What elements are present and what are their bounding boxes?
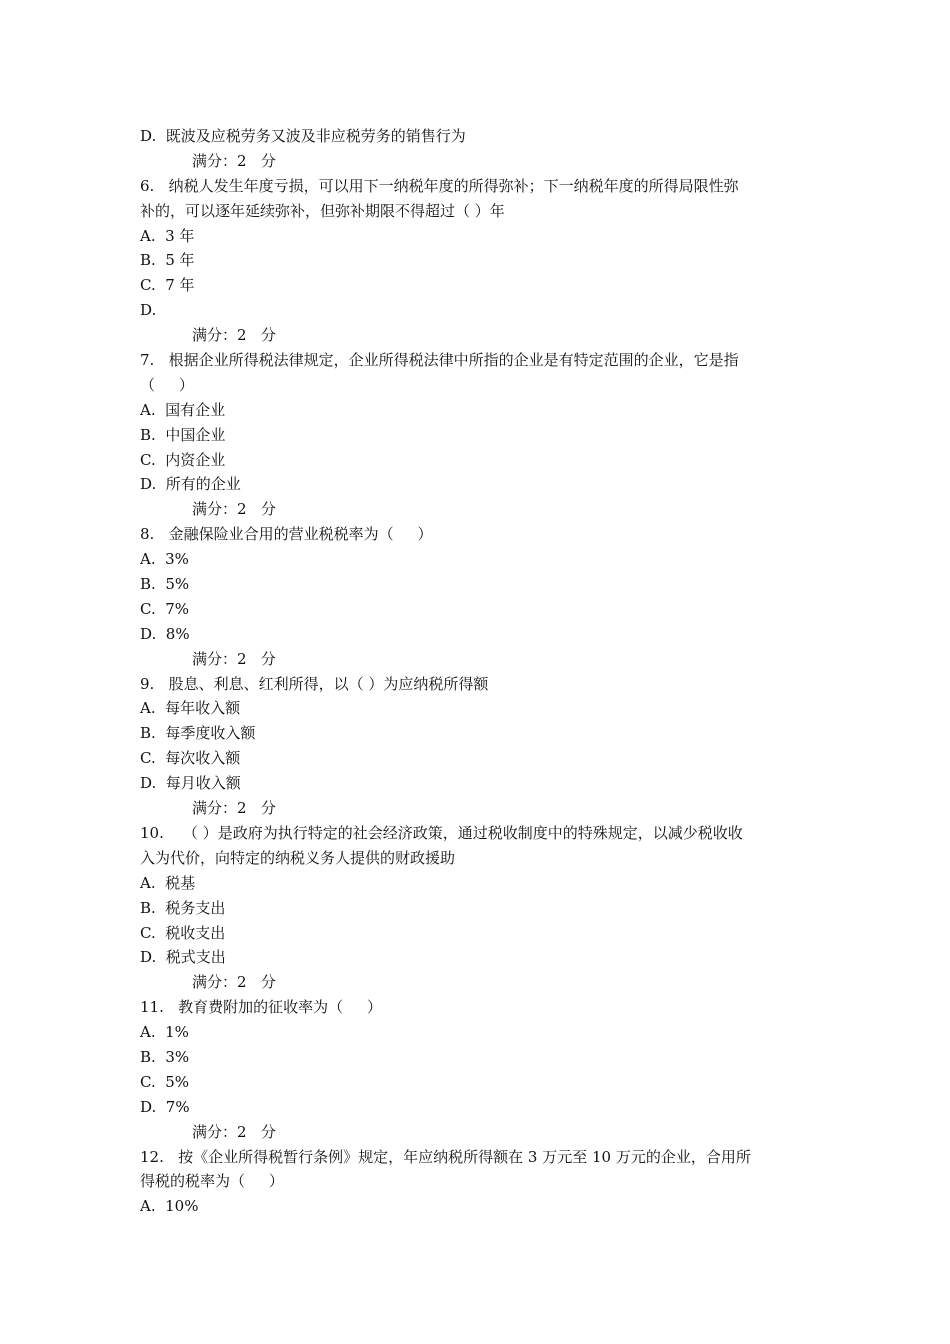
option-line: C. 每次收入额 [140,749,241,768]
exam-content [140,124,820,1219]
score-line: 满分：2 分 [192,500,276,519]
option-line: A. 3% [140,550,189,569]
option-line: B. 5 年 [140,251,195,270]
score-line: 满分：2 分 [192,1122,276,1141]
option-line: D. 每月收入额 [140,774,241,793]
question-line: 补的，可以逐年延续弥补，但弥补期限不得超过（ ）年 [140,201,505,220]
question-line: 6. 纳税人发生年度亏损，可以用下一纳税年度的所得弥补；下一纳税年度的所得局限性弥 [140,176,739,195]
option-line: D. 7% [140,1097,190,1116]
question-line: 11. 教育费附加的征收率为（ ） [140,998,383,1017]
option-line: C. 5% [140,1072,190,1091]
option-line: B. 中国企业 [140,425,226,444]
option-line: D. 税式支出 [140,948,226,967]
option-line: B. 税务支出 [140,898,226,917]
option-line: C. 7% [140,599,190,618]
question-line: （ ） [140,375,194,394]
option-line: D. [140,301,157,320]
question-line: 入为代价，向特定的纳税义务人提供的财政援助 [140,848,456,867]
score-line: 满分：2 分 [192,326,276,345]
option-line: A. 10% [140,1197,199,1216]
option-line: A. 1% [140,1023,189,1042]
score-line: 满分：2 分 [192,151,276,170]
option-line: A. 税基 [140,873,196,892]
option-line: B. 3% [140,1047,190,1066]
option-line: C. 7 年 [140,276,195,295]
question-line: 9. 股息、利息、红利所得，以（ ）为应纳税所得额 [140,674,489,693]
question-line: 7. 根据企业所得税法律规定，企业所得税法律中所指的企业是有特定范围的企业，它是指 [140,351,739,370]
question-line: 10. （ ）是政府为执行特定的社会经济政策，通过税收制度中的特殊规定，以减少税收收 [140,823,743,842]
option-line: B. 5% [140,575,190,594]
question-line: 12. 按《企业所得税暂行条例》规定，年应纳税所得额在 3 万元至 10 万元的企业，合用所 [140,1147,751,1166]
score-line: 满分：2 分 [192,973,276,992]
score-line: 满分：2 分 [192,649,276,668]
option-line: D. 所有的企业 [140,475,241,494]
question-line: 8. 金融保险业合用的营业税税率为（ ） [140,525,433,544]
option-line: A. 每年收入额 [140,699,241,718]
option-line: A. 国有企业 [140,400,226,419]
score-line: 满分：2 分 [192,799,276,818]
option-line: B. 每季度收入额 [140,724,256,743]
question-line: 得税的税率为（ ） [140,1172,284,1191]
option-line: D. 8% [140,624,190,643]
option-line: C. 内资企业 [140,450,226,469]
option-line: C. 税收支出 [140,923,226,942]
option-line: D. 既波及应税劳务又波及非应税劳务的销售行为 [140,127,466,145]
option-line: A. 3 年 [140,226,195,245]
